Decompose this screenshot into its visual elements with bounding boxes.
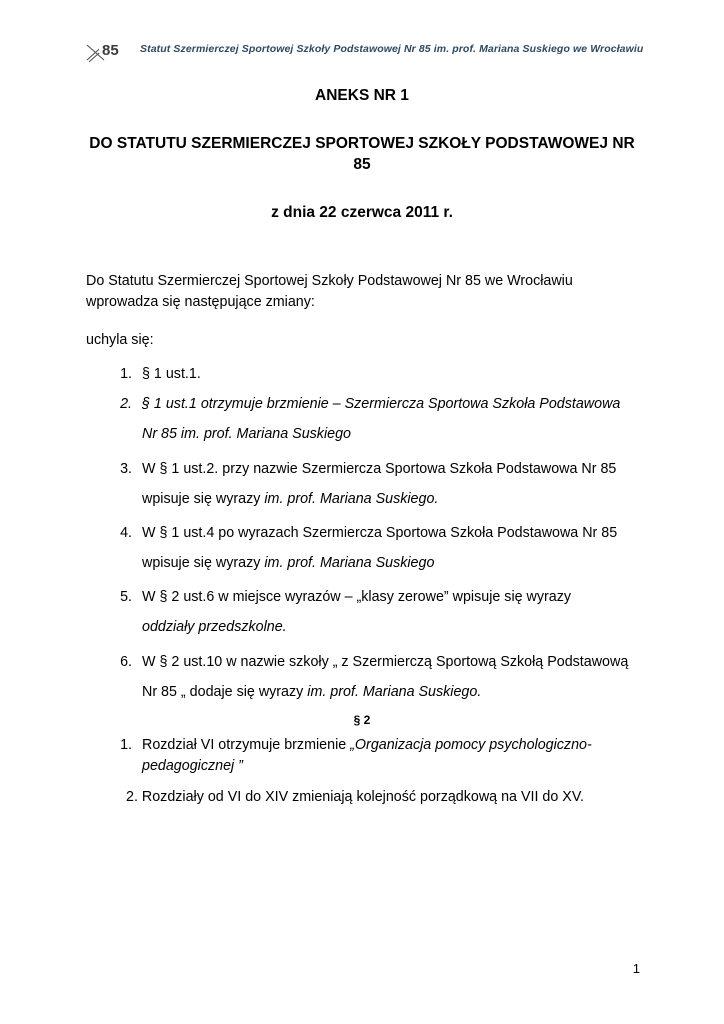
intro-paragraph: Do Statutu Szermierczej Sportowej Szkoły Podstawowej Nr 85 we Wrocławiu wprowadza się następujące zmiany:: [86, 272, 573, 310]
list-item-text: § 1 ust.1.: [142, 366, 201, 383]
document-title-line1: ANEKS NR 1: [315, 87, 409, 104]
document-title-line2: DO STATUTU SZERMIERCZEJ SPORTOWEJ SZKOŁY PODSTAWOWEJ NR 85: [89, 134, 635, 173]
list-item-text: W § 1 ust.4 po wyrazach Szermiercza Sportowa Szkoła Podstawowa Nr 85: [142, 524, 618, 541]
chapter-list: [86, 735, 638, 777]
list-item-text: W § 2 ust.10 w nazwie szkoły „ z Szermierczą Sportową Szkołą Podstawową: [142, 653, 629, 670]
page-number: 1: [632, 961, 640, 976]
document-header: [86, 36, 644, 62]
sub-line-prefix: wpisuje się wyrazy: [142, 490, 265, 507]
sub-line-emphasis: im. prof. Mariana Suskiego.: [307, 683, 482, 700]
amendment-list-continued-5: [86, 587, 638, 608]
list-item: [136, 459, 638, 480]
sub-line-emphasis: im. prof. Mariana Suskiego: [264, 555, 435, 572]
list-item: [136, 523, 638, 544]
sub-line-emphasis: im. prof. Mariana Suskiego.: [264, 490, 439, 507]
uchyla-paragraph: uchyla się:: [86, 332, 154, 348]
document-body: [86, 82, 638, 808]
list-item: [136, 587, 638, 608]
sub-line-prefix: wpisuje się wyrazy: [142, 555, 265, 572]
amendment-list: [86, 364, 638, 415]
header-title: Statut Szermierczej Sportowej Szkoły Podstawowej Nr 85 im. prof. Mariana Suskiego we Wrocławiu: [140, 43, 644, 55]
svg-text:85: 85: [102, 42, 119, 59]
sub-line-emphasis: oddziały przedszkolne.: [142, 619, 287, 636]
list-item: [136, 394, 638, 415]
sub-line-after-item-3: [86, 489, 638, 510]
amendment-list-continued-6: [86, 652, 638, 673]
list-item-prefix: Rozdział VI otrzymuje brzmienie: [142, 736, 351, 753]
list-item-text: § 1 ust.1 otrzymuje brzmienie – Szermiercza Sportowa Szkoła Podstawowa: [142, 396, 621, 413]
section-mark: § 2: [353, 712, 371, 727]
amendment-list-continued-4: [86, 523, 638, 544]
sub-line-after-item-4: [86, 553, 638, 574]
list-item: [136, 735, 638, 777]
sub-line-after-item-2: [86, 424, 638, 445]
list-item: [136, 652, 638, 673]
list-item-text: W § 1 ust.2. przy nazwie Szermiercza Sportowa Szkoła Podstawowa Nr 85: [142, 460, 617, 477]
final-line: 2. Rozdziały od VI do XIV zmieniają kolejność porządkową na VII do XV.: [126, 789, 585, 806]
list-item-emphasis: „Organizacja pomocy psychologiczno-pedagogicznej ”: [142, 736, 592, 775]
amendment-list-continued-3: [86, 459, 638, 480]
document-title-line3: z dnia 22 czerwca 2011 r.: [271, 203, 453, 221]
list-item: [136, 364, 638, 385]
list-item-text: W § 2 ust.6 w miejsce wyrazów – „klasy zerowe” wpisuje się wyrazy: [142, 589, 572, 606]
sub-line-prefix: Nr 85 „ dodaje się wyrazy: [142, 683, 308, 700]
sub-line-after-item-5: [86, 617, 638, 638]
sub-line-text: Nr 85 im. prof. Mariana Suskiego: [142, 426, 351, 443]
school-crest-icon: [86, 36, 130, 62]
sub-line-after-item-6: [86, 682, 638, 703]
